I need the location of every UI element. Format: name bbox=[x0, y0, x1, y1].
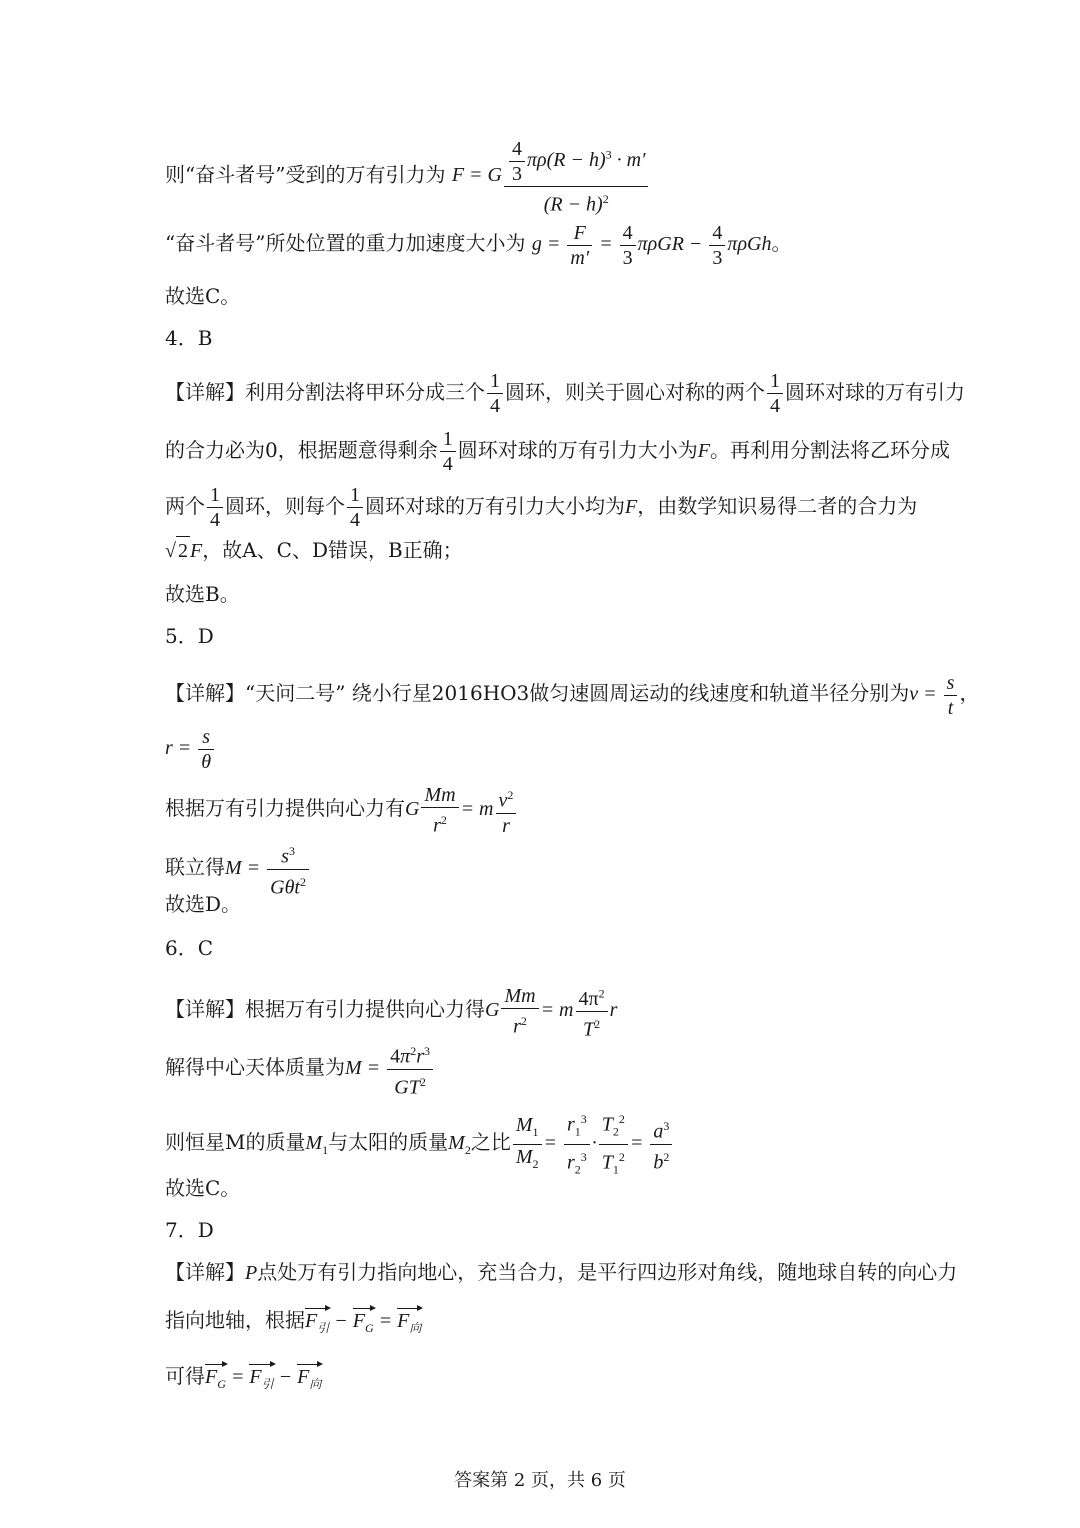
q4-text-1: 利用分割法将甲环分成三个 bbox=[245, 380, 485, 404]
q4-answer: 故选B。 bbox=[165, 582, 240, 606]
q6-ratio-line bbox=[165, 1108, 674, 1180]
q5-number: 5．D bbox=[165, 624, 214, 648]
q6-number: 6．C bbox=[165, 936, 214, 960]
quarter-fraction: $\frac{1}{4}$ bbox=[767, 370, 783, 417]
q7-number: 7．D bbox=[165, 1218, 214, 1242]
q4-text-4: 的合力必为0，根据题意得剩余 bbox=[165, 438, 438, 462]
q6-text-1: 根据万有引力提供向心力得 bbox=[245, 996, 485, 1021]
q6-detail-line-1 bbox=[165, 982, 617, 1040]
q4-detail-line-4 bbox=[165, 536, 463, 565]
detail-tag: 【详解】 bbox=[165, 1260, 245, 1284]
q4-text-7: 两个 bbox=[165, 494, 205, 518]
detail-tag: 【详解】 bbox=[165, 380, 245, 404]
mass-formula: M = $\frac{s^3}{G\theta t^2}$ bbox=[225, 857, 311, 879]
q4-text-8: 圆环，则每个 bbox=[225, 494, 345, 518]
quarter-fraction: $\frac{1}{4}$ bbox=[440, 428, 456, 475]
point-p-symbol: P bbox=[245, 1262, 258, 1284]
q7-detail-line-1 bbox=[165, 1258, 957, 1287]
q4-text-6: 。再利用分割法将乙环分成 bbox=[709, 438, 950, 462]
q6-text-3b: 与太阳的质量 bbox=[328, 1129, 449, 1154]
mass-ratio-formula: $\frac{M_1}{M_2}$ = $\frac{r_1^3}{r_2^3}$ · $\frac{T_2^2}{T_1^2}$ = $\frac{a^3}{b^2}$ bbox=[511, 1132, 675, 1154]
q7-detail-line-2 bbox=[165, 1306, 421, 1339]
central-mass-formula: M = $\frac{4\pi^2r^3}{GT^2}$ bbox=[345, 1057, 435, 1079]
q5-text-2: 根据万有引力提供向心力有 bbox=[165, 795, 405, 820]
q7-text-1: 点处万有引力指向地心，充当合力，是平行四边形对角线，随地球自转的向心力 bbox=[257, 1260, 958, 1284]
q4-text-11: ，故A、C、D错误，B正确； bbox=[202, 538, 463, 562]
q3-force-text: 则“奋斗者号”受到的万有引力为 bbox=[165, 162, 446, 187]
force-vector-equation: $F_引 - F_G = F_向$ bbox=[305, 1310, 421, 1332]
velocity-formula: v = $\frac{s}{t}$ bbox=[909, 683, 959, 705]
centripetal-formula: G $\frac{Mm}{r^2}$ = m $\frac{v^2}{r}$ bbox=[405, 798, 518, 820]
q3-answer: 故选C。 bbox=[165, 284, 241, 308]
gravity-vector-equation: $F_G = F_引 - F_向$ bbox=[205, 1366, 321, 1388]
q4-detail-line-1 bbox=[165, 370, 965, 417]
q7-text-3: 可得 bbox=[165, 1364, 205, 1388]
q4-text-5: 圆环对球的万有引力大小为 bbox=[457, 438, 698, 462]
page-footer: 答案第 2 页，共 6 页 bbox=[454, 1470, 626, 1491]
quarter-fraction: $\frac{1}{4}$ bbox=[347, 484, 363, 531]
detail-tag: 【详解】 bbox=[165, 681, 245, 706]
q5-radius-line bbox=[165, 726, 216, 773]
q6-text-2: 解得中心天体质量为 bbox=[165, 1054, 345, 1079]
q5-text-3: 联立得 bbox=[165, 854, 225, 879]
mass-m2-symbol: $M_2$ bbox=[448, 1131, 471, 1157]
quarter-fraction: $\frac{1}{4}$ bbox=[207, 484, 223, 531]
q4-text-10: ，由数学知识易得二者的合力为 bbox=[637, 494, 918, 518]
detail-tag: 【详解】 bbox=[165, 996, 245, 1021]
q3-accel-text: “奋斗者号”所处位置的重力加速度大小为 bbox=[165, 231, 526, 256]
q3-end-punct: 。 bbox=[771, 231, 792, 256]
mass-m1-symbol: $M_1$ bbox=[305, 1131, 329, 1157]
q4-detail-line-3 bbox=[165, 484, 917, 531]
q3-gravity-accel-line bbox=[165, 222, 791, 269]
q5-text-1: “天问二号” 绕小行星2016HO3做匀速圆周运动的线速度和轨道半径分别为 bbox=[245, 681, 910, 706]
q4-text-9: 圆环对球的万有引力大小均为 bbox=[365, 494, 625, 518]
q7-text-2: 指向地轴，根据 bbox=[165, 1308, 305, 1332]
q5-detail-line-1: 【详解】“天问二号” 绕小行星2016HO3做匀速圆周运动的线速度和轨道半径分别为v = $\frac{s}{t}$ ， bbox=[165, 672, 980, 719]
q4-number: 4．B bbox=[165, 326, 213, 350]
q6-answer: 故选C。 bbox=[165, 1176, 241, 1200]
q4-text-3: 圆环对球的万有引力 bbox=[785, 380, 965, 404]
force-symbol: F bbox=[697, 440, 710, 462]
gravity-force-formula: F = G $\frac{4}{3}$ $\pi\rho(R - h)^3 \cdot m'$ $(R - h)^2$ bbox=[452, 164, 651, 186]
gravity-accel-formula: g = $\frac{F}{m'}$ = $\frac{4}{3}$ πρGR − $\frac{4}{3}$ πρGh bbox=[531, 222, 772, 269]
q4-text-2: 圆环，则关于圆心对称的两个 bbox=[505, 380, 765, 404]
q6-mass-line bbox=[165, 1040, 435, 1098]
q7-detail-line-3 bbox=[165, 1362, 321, 1395]
q6-text-3a: 则恒星M的质量 bbox=[165, 1129, 306, 1154]
radius-formula: r = $\frac{s}{\theta}$ bbox=[165, 737, 216, 759]
quarter-fraction: $\frac{1}{4}$ bbox=[487, 370, 503, 417]
orbit-period-formula: G $\frac{Mm}{r^2}$ = m $\frac{4\pi^2}{T^2}$ r bbox=[485, 984, 618, 1041]
q4-detail-line-2 bbox=[165, 428, 950, 475]
sqrt2-f-formula: √ 2 F bbox=[165, 540, 202, 562]
q6-text-3c: 之比 bbox=[470, 1129, 511, 1154]
q3-force-line bbox=[165, 138, 650, 216]
q5-answer: 故选D。 bbox=[165, 892, 242, 916]
q5-centripetal-line bbox=[165, 784, 518, 837]
force-symbol: F bbox=[625, 496, 638, 518]
